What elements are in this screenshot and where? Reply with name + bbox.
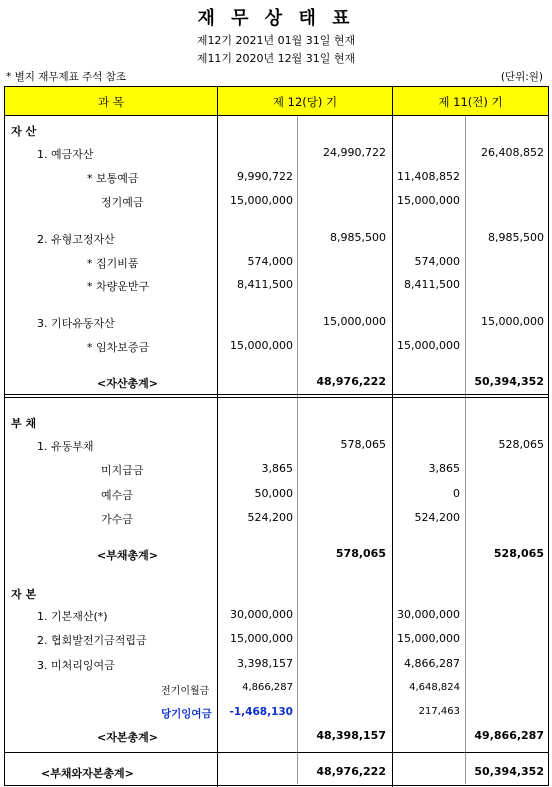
prior-carryover-current: 4,866,287 xyxy=(242,682,293,693)
other-total-current: 15,000,000 xyxy=(323,315,386,328)
tangible-total-previous: 8,985,500 xyxy=(488,231,544,244)
other-total-previous: 15,000,000 xyxy=(481,315,544,328)
term-deposit-current: 15,000,000 xyxy=(230,194,293,207)
accrued-current: 3,865 xyxy=(261,462,293,475)
grand-total-label: <부채와자본총계> xyxy=(41,767,134,780)
current-liabilities-total-current: 578,065 xyxy=(340,438,386,451)
accrued-previous: 3,865 xyxy=(428,462,460,475)
vehicles-previous: 8,411,500 xyxy=(404,278,460,291)
term-deposit-previous: 15,000,000 xyxy=(397,194,460,207)
development-reserve-current: 15,000,000 xyxy=(230,632,293,645)
table-header xyxy=(5,87,548,116)
deposits-received-label: 예수금 xyxy=(101,489,133,502)
fixtures-current: 574,000 xyxy=(247,255,293,268)
vehicles-current: 8,411,500 xyxy=(237,278,293,291)
lease-deposit-current: 15,000,000 xyxy=(230,339,293,352)
deposits-label: 1. 예금자산 xyxy=(37,148,94,161)
liabilities-heading: 부 채 xyxy=(11,417,37,430)
current-period-column-header: 제 12(당) 기 xyxy=(272,95,338,109)
ordinary-deposit-current: 9,990,722 xyxy=(237,170,293,183)
fixtures-previous: 574,000 xyxy=(414,255,460,268)
suspense-label: 가수금 xyxy=(101,513,133,526)
total-divider xyxy=(5,752,548,753)
term-deposit-label: 정기예금 xyxy=(101,196,144,209)
column-divider xyxy=(465,116,466,784)
ordinary-deposit-previous: 11,408,852 xyxy=(397,170,460,183)
total-equity-label: <자본총계> xyxy=(97,731,158,744)
total-equity-current: 48,398,157 xyxy=(316,729,386,742)
retained-surplus-label: 3. 미처리잉여금 xyxy=(37,659,115,672)
section-divider xyxy=(5,394,548,395)
total-assets-label: <자산총계> xyxy=(97,377,158,390)
current-surplus-previous: 217,463 xyxy=(418,706,460,717)
development-reserve-label: 2. 협회발전기금적립금 xyxy=(37,634,147,647)
suspense-previous: 524,200 xyxy=(414,511,460,524)
retained-surplus-current: 3,398,157 xyxy=(237,657,293,670)
basic-property-current: 30,000,000 xyxy=(230,608,293,621)
deposits-total-current: 24,990,722 xyxy=(323,146,386,159)
total-liabilities-previous: 528,065 xyxy=(493,547,544,560)
footnote-reference: * 별지 재무제표 주석 참조 xyxy=(6,71,127,83)
suspense-current: 524,200 xyxy=(247,511,293,524)
current-liabilities-total-previous: 528,065 xyxy=(498,438,544,451)
previous-period-column-header: 제 11(전) 기 xyxy=(438,95,503,109)
column-divider xyxy=(392,87,393,787)
prior-carryover-previous: 4,648,824 xyxy=(409,682,460,693)
tangible-assets-label: 2. 유형고정자산 xyxy=(37,233,115,246)
page-title: 재 무 상 태 표 xyxy=(197,8,355,29)
column-divider xyxy=(297,116,298,784)
period-previous: 제11기 2020년 12월 31일 현재 xyxy=(196,52,356,65)
prior-carryover-label: 전기이월금 xyxy=(161,686,210,697)
vehicles-label: * 차량운반구 xyxy=(87,280,150,293)
fixtures-label: * 집기비품 xyxy=(87,257,139,270)
current-surplus-label: 당기잉여금 xyxy=(161,708,212,720)
lease-deposit-label: * 임차보증금 xyxy=(87,341,150,354)
column-divider xyxy=(217,87,218,787)
retained-surplus-previous: 4,866,287 xyxy=(404,657,460,670)
total-equity-previous: 49,866,287 xyxy=(474,729,544,742)
total-assets-current: 48,976,222 xyxy=(316,375,386,388)
period-current: 제12기 2021년 01월 31일 현재 xyxy=(196,34,356,47)
balance-sheet-table xyxy=(4,86,549,786)
equity-heading: 자 본 xyxy=(11,588,37,601)
deposits-total-previous: 26,408,852 xyxy=(481,146,544,159)
unit-label: (단위:원) xyxy=(500,71,543,83)
grand-total-current: 48,976,222 xyxy=(316,765,386,778)
account-column-header: 과 목 xyxy=(98,95,124,109)
tangible-total-current: 8,985,500 xyxy=(330,231,386,244)
total-assets-previous: 50,394,352 xyxy=(474,375,544,388)
basic-property-previous: 30,000,000 xyxy=(397,608,460,621)
assets-heading: 자 산 xyxy=(11,125,37,138)
total-liabilities-current: 578,065 xyxy=(335,547,386,560)
grand-total-previous: 50,394,352 xyxy=(474,765,544,778)
ordinary-deposit-label: * 보통예금 xyxy=(87,172,139,185)
lease-deposit-previous: 15,000,000 xyxy=(397,339,460,352)
current-liabilities-label: 1. 유동부채 xyxy=(37,440,94,453)
deposits-received-current: 50,000 xyxy=(254,487,293,500)
other-assets-label: 3. 기타유동자산 xyxy=(37,317,115,330)
total-liabilities-label: <부채총계> xyxy=(97,549,158,562)
basic-property-label: 1. 기본재산(*) xyxy=(37,610,108,623)
accrued-label: 미지급금 xyxy=(101,464,144,477)
current-surplus-current: -1,468,130 xyxy=(229,706,293,718)
section-divider xyxy=(5,397,548,398)
development-reserve-previous: 15,000,000 xyxy=(397,632,460,645)
deposits-received-previous: 0 xyxy=(453,487,460,500)
